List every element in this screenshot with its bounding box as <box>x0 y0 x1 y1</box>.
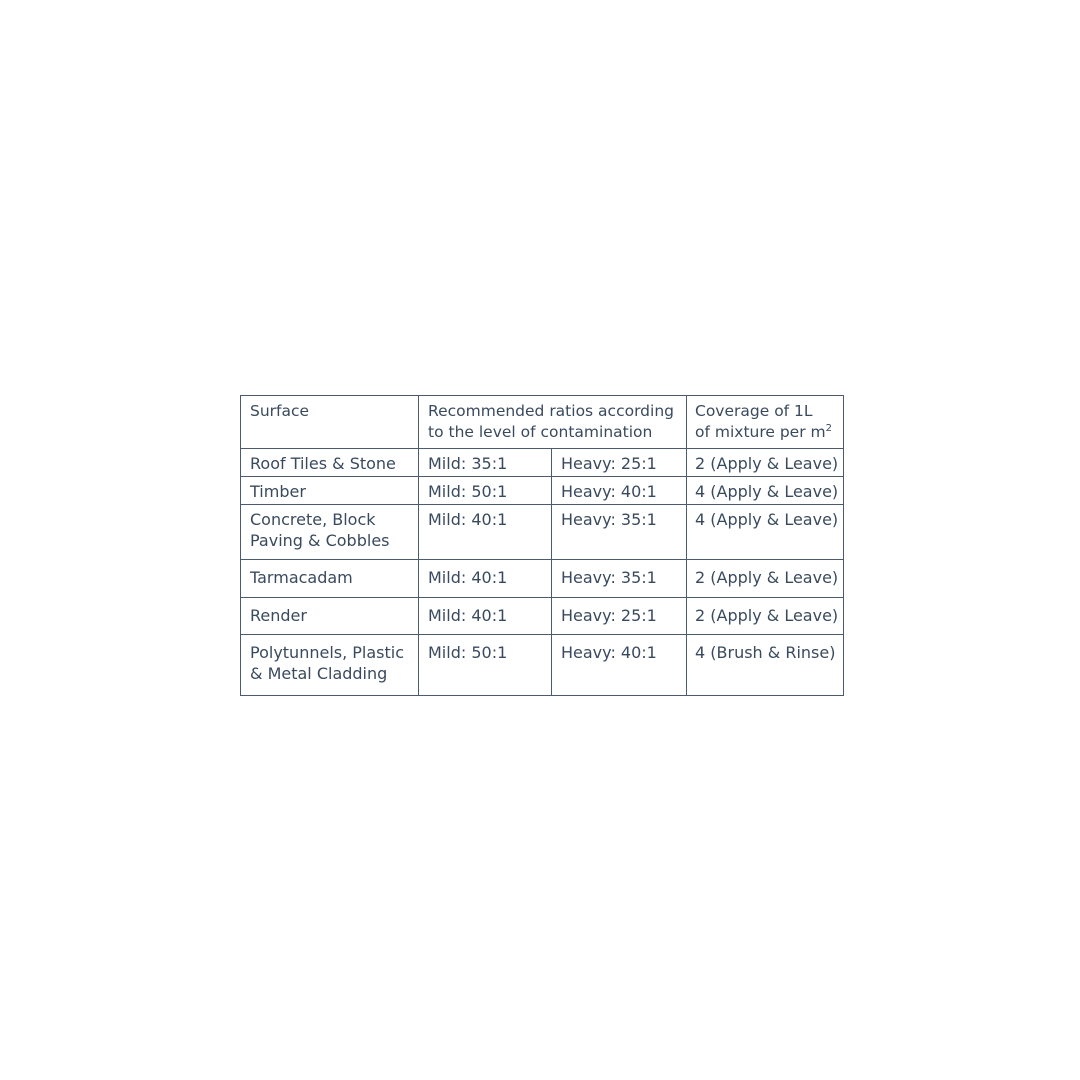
dilution-ratio-table <box>240 395 844 696</box>
surface-name: Tarmacadam <box>250 568 353 587</box>
header-ratios-line2: to the level of contamination <box>428 423 653 441</box>
surface-cell <box>241 598 419 635</box>
table-row <box>241 505 844 560</box>
heavy-ratio-cell: Heavy: 40:1 <box>552 477 687 505</box>
table-row <box>241 635 844 696</box>
surface-name: Roof Tiles & Stone <box>250 454 396 473</box>
heavy-ratio-cell: Heavy: 25:1 <box>552 598 687 635</box>
surface-name-line1: Concrete, Block <box>250 510 376 529</box>
coverage-cell: 2 (Apply & Leave) <box>687 560 844 598</box>
table-row <box>241 598 844 635</box>
surface-name-line1: Polytunnels, Plastic <box>250 643 405 662</box>
surface-name: Render <box>250 606 307 625</box>
surface-cell <box>241 477 419 505</box>
heavy-ratio-cell: Heavy: 25:1 <box>552 449 687 477</box>
heavy-ratio-cell: Heavy: 40:1 <box>552 635 687 696</box>
header-surface-label: Surface <box>250 402 310 420</box>
mild-ratio-cell: Mild: 50:1 <box>419 635 552 696</box>
mild-ratio-cell: Mild: 40:1 <box>419 560 552 598</box>
coverage-cell: 2 (Apply & Leave) <box>687 449 844 477</box>
coverage-cell: 2 (Apply & Leave) <box>687 598 844 635</box>
surface-cell <box>241 449 419 477</box>
header-ratios <box>419 396 687 449</box>
surface-cell <box>241 635 419 696</box>
heavy-ratio-cell: Heavy: 35:1 <box>552 560 687 598</box>
header-coverage <box>687 396 844 449</box>
coverage-cell: 4 (Apply & Leave) <box>687 505 844 560</box>
table-row <box>241 560 844 598</box>
surface-cell <box>241 560 419 598</box>
header-coverage-line1: Coverage of 1L <box>695 402 813 420</box>
mild-ratio-cell: Mild: 50:1 <box>419 477 552 505</box>
surface-name-line2: Paving & Cobbles <box>250 531 390 550</box>
header-coverage-line2 <box>695 422 837 443</box>
mild-ratio-cell: Mild: 35:1 <box>419 449 552 477</box>
header-ratios-line1: Recommended ratios according <box>428 402 674 420</box>
header-surface <box>241 396 419 449</box>
surface-name-line2: & Metal Cladding <box>250 664 388 683</box>
mild-ratio-cell: Mild: 40:1 <box>419 598 552 635</box>
table-header-row <box>241 396 844 449</box>
header-coverage-unit: of mixture per m <box>695 423 826 441</box>
surface-name: Timber <box>250 482 306 501</box>
table-row <box>241 477 844 505</box>
mild-ratio-cell: Mild: 40:1 <box>419 505 552 560</box>
heavy-ratio-cell: Heavy: 35:1 <box>552 505 687 560</box>
table-row <box>241 449 844 477</box>
header-coverage-superscript: 2 <box>825 423 832 434</box>
surface-cell <box>241 505 419 560</box>
coverage-cell: 4 (Brush & Rinse) <box>687 635 844 696</box>
coverage-cell: 4 (Apply & Leave) <box>687 477 844 505</box>
